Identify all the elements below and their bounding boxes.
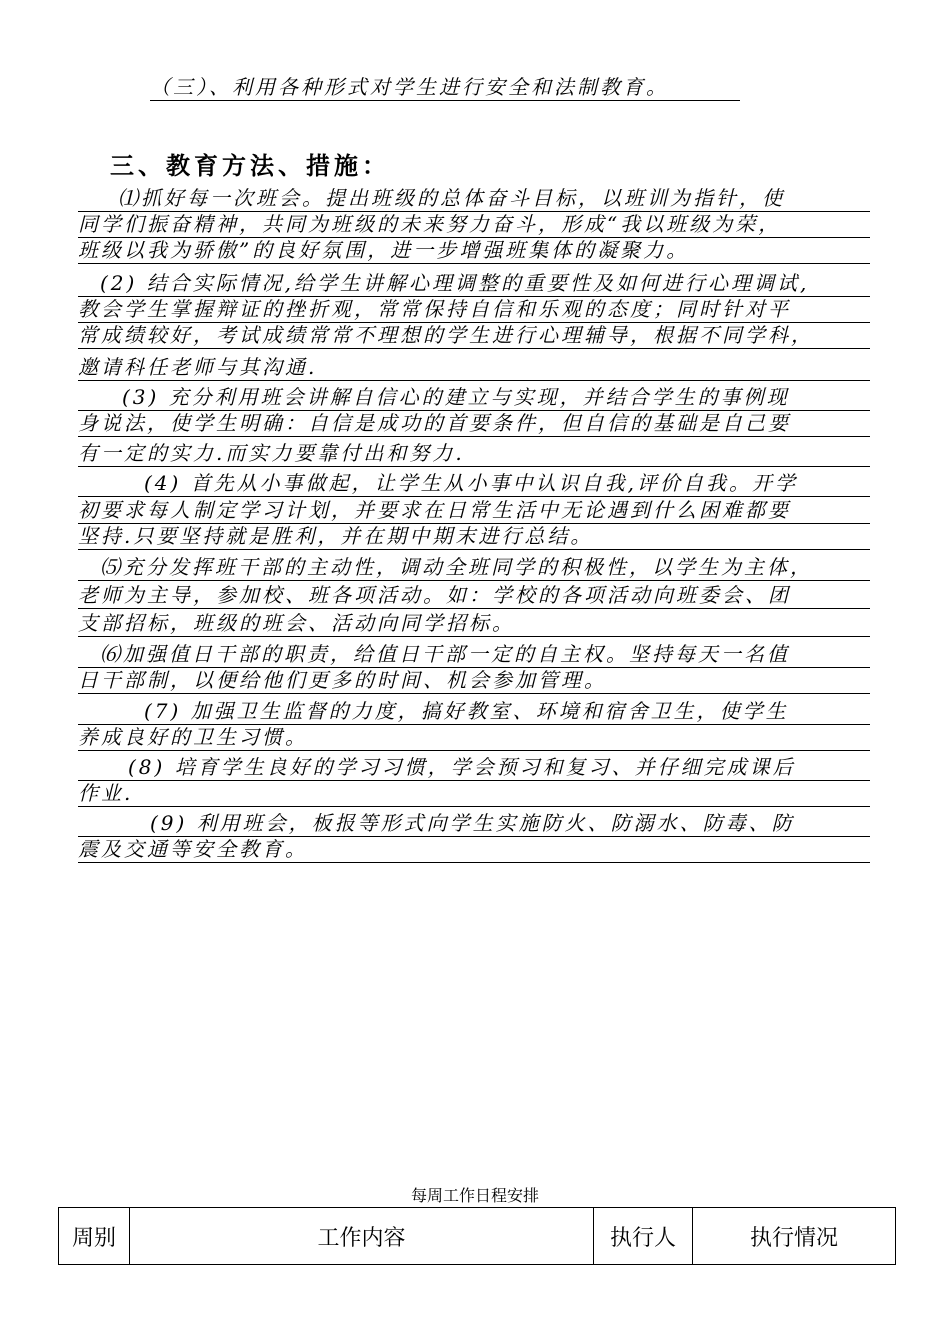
text-line: 班级以我为骄傲”的良好氛围，进一步增强班集体的凝聚力。 bbox=[78, 238, 870, 264]
section-heading: 三、教育方法、措施： bbox=[110, 151, 390, 180]
text-line: 初要求每人制定学习计划，并要求在日常生活中无论遇到什么困难都要 bbox=[78, 498, 870, 524]
text-line: 日干部制，以便给他们更多的时间、机会参加管理。 bbox=[78, 668, 870, 694]
text-line: 作业. bbox=[78, 781, 870, 807]
text-line: 震及交通等安全教育。 bbox=[78, 837, 870, 863]
text-line: (3) 充分利用班会讲解自信心的建立与实现，并结合学生的事例现 bbox=[78, 385, 870, 411]
schedule-table bbox=[58, 1207, 896, 1265]
text-line: ⑸充分发挥班干部的主动性，调动全班同学的积极性，以学生为主体， bbox=[78, 555, 870, 581]
text-line: (7) 加强卫生监督的力度，搞好教室、环境和宿舍卫生，使学生 bbox=[78, 699, 870, 725]
text-line: ⑹加强值日干部的职责，给值日干部一定的自主权。坚持每天一名值 bbox=[78, 642, 870, 668]
text-line: (2) 结合实际情况,给学生讲解心理调整的重要性及如何进行心理调试, bbox=[78, 271, 870, 297]
text-line: 坚持.只要坚持就是胜利，并在期中期末进行总结。 bbox=[78, 524, 870, 550]
text-line: (8) 培育学生良好的学习习惯，学会预习和复习、并仔细完成课后 bbox=[78, 755, 870, 781]
header-status: 执行情况 bbox=[693, 1208, 896, 1265]
header-content: 工作内容 bbox=[130, 1208, 594, 1265]
text-line: 邀请科任老师与其沟通. bbox=[78, 355, 870, 381]
text-line: 教会学生掌握辩证的挫折观，常常保持自信和乐观的态度；同时针对平 bbox=[78, 297, 870, 323]
text-line: 支部招标，班级的班会、活动向同学招标。 bbox=[78, 611, 870, 637]
text-line: 有一定的实力.而实力要靠付出和努力. bbox=[78, 441, 870, 467]
text-line: ⑴抓好每一次班会。提出班级的总体奋斗目标，以班训为指针，使 bbox=[78, 186, 870, 212]
text-line: 老师为主导，参加校、班各项活动。如：学校的各项活动向班委会、团 bbox=[78, 583, 870, 609]
text-line: 常成绩较好，考试成绩常常不理想的学生进行心理辅导，根据不同学科， bbox=[78, 323, 870, 349]
text-line: (4) 首先从小事做起，让学生从小事中认识自我,评价自我。开学 bbox=[78, 471, 870, 497]
intro-line: （三）、利用各种形式对学生进行安全和法制教育。 bbox=[150, 75, 740, 101]
text-line: (9) 利用班会，板报等形式向学生实施防火、防溺水、防毒、防 bbox=[78, 811, 870, 837]
header-week: 周别 bbox=[59, 1208, 130, 1265]
text-line: 养成良好的卫生习惯。 bbox=[78, 725, 870, 751]
schedule-title: 每周工作日程安排 bbox=[410, 1186, 539, 1205]
text-line: 身说法，使学生明确：自信是成功的首要条件，但自信的基础是自己要 bbox=[78, 411, 870, 437]
text-line: 同学们振奋精神，共同为班级的未来努力奋斗，形成“我以班级为荣， bbox=[78, 212, 870, 238]
header-executor: 执行人 bbox=[594, 1208, 693, 1265]
